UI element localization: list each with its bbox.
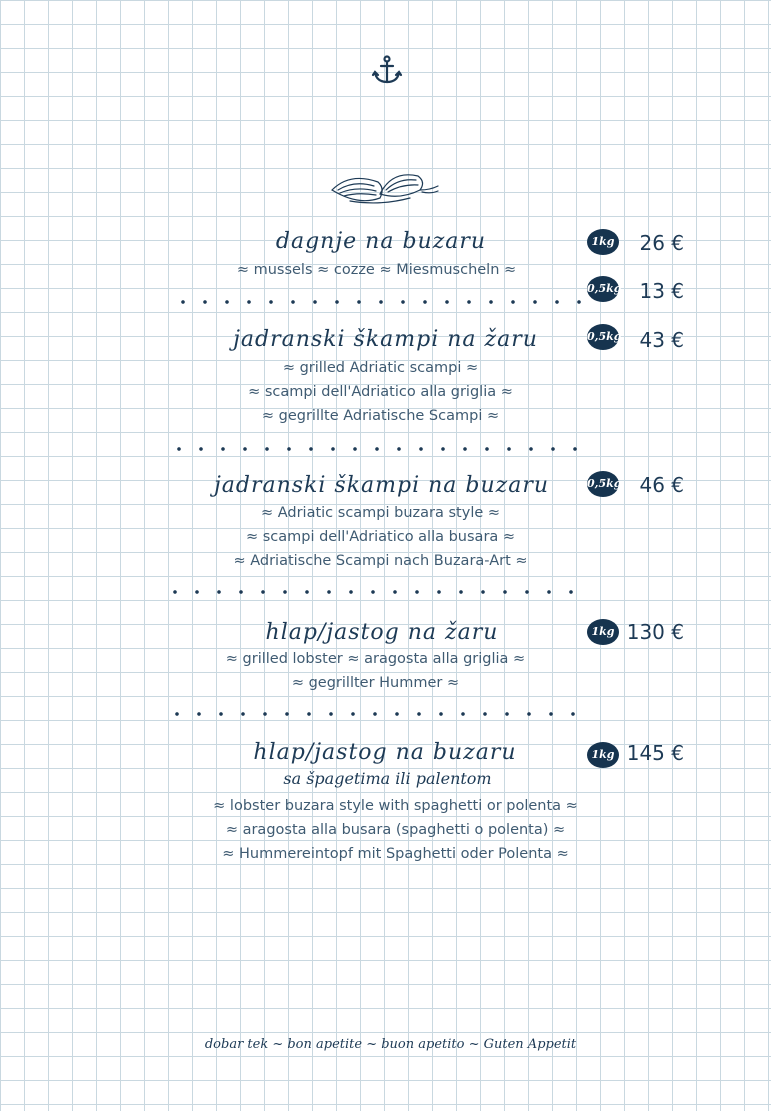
item-2-badge-1: 0,5kg xyxy=(587,324,619,350)
item-1-price-2: 13 € xyxy=(639,279,684,303)
item-5-desc-1: ≈ lobster buzara style with spaghetti or polenta ≈ xyxy=(213,798,578,814)
item-4-price-1: 130 € xyxy=(626,620,684,644)
item-1-badge-1: 1kg xyxy=(587,229,619,255)
dotted-divider xyxy=(164,589,582,595)
dotted-divider xyxy=(168,446,586,452)
item-5-title: hlap/jastog na buzaru xyxy=(253,740,517,765)
item-2-desc-2: ≈ scampi dell'Adriatico alla griglia ≈ xyxy=(248,384,513,400)
item-2-desc-3: ≈ gegrillte Adriatische Scampi ≈ xyxy=(261,408,500,424)
item-1-title: dagnje na buzaru xyxy=(275,229,487,254)
item-2-price-1: 43 € xyxy=(639,328,684,352)
item-5-price-1: 145 € xyxy=(626,741,684,765)
item-5-desc-3: ≈ Hummereintopf mit Spaghetti oder Polenta ≈ xyxy=(222,846,569,862)
item-5-desc-2: ≈ aragosta alla busara (spaghetti o polenta) ≈ xyxy=(225,822,566,838)
item-1-badge-2: 0,5kg xyxy=(587,276,619,302)
item-3-desc-3: ≈ Adriatische Scampi nach Buzara-Art ≈ xyxy=(233,553,528,569)
item-5-badge-1: 1kg xyxy=(587,742,619,768)
item-2-title: jadranski škampi na žaru xyxy=(233,327,538,352)
item-1-desc-1: ≈ mussels ≈ cozze ≈ Miesmuscheln ≈ xyxy=(236,262,517,278)
item-3-badge-1: 0,5kg xyxy=(587,471,619,497)
anchor-icon xyxy=(370,55,404,85)
item-4-desc-2: ≈ gegrillter Hummer ≈ xyxy=(291,675,460,691)
dotted-divider xyxy=(172,299,590,305)
item-3-desc-2: ≈ scampi dell'Adriatico alla busara ≈ xyxy=(245,529,516,545)
mussel-illustration xyxy=(330,168,440,208)
dotted-divider xyxy=(166,711,584,717)
footer-greeting: dobar tek ~ bon apetite ~ buon apetito ~ Guten Appetit xyxy=(204,1037,577,1052)
item-1-price-1: 26 € xyxy=(639,231,684,255)
item-3-price-1: 46 € xyxy=(639,473,684,497)
item-2-desc-1: ≈ grilled Adriatic scampi ≈ xyxy=(282,360,479,376)
item-3-title: jadranski škampi na buzaru xyxy=(213,473,550,498)
item-4-desc-1: ≈ grilled lobster ≈ aragosta alla griglia ≈ xyxy=(225,651,526,667)
item-5-subtitle: sa špagetima ili palentom xyxy=(283,769,492,788)
item-4-badge-1: 1kg xyxy=(587,619,619,645)
item-3-desc-1: ≈ Adriatic scampi buzara style ≈ xyxy=(260,505,501,521)
item-4-title: hlap/jastog na žaru xyxy=(265,620,499,645)
